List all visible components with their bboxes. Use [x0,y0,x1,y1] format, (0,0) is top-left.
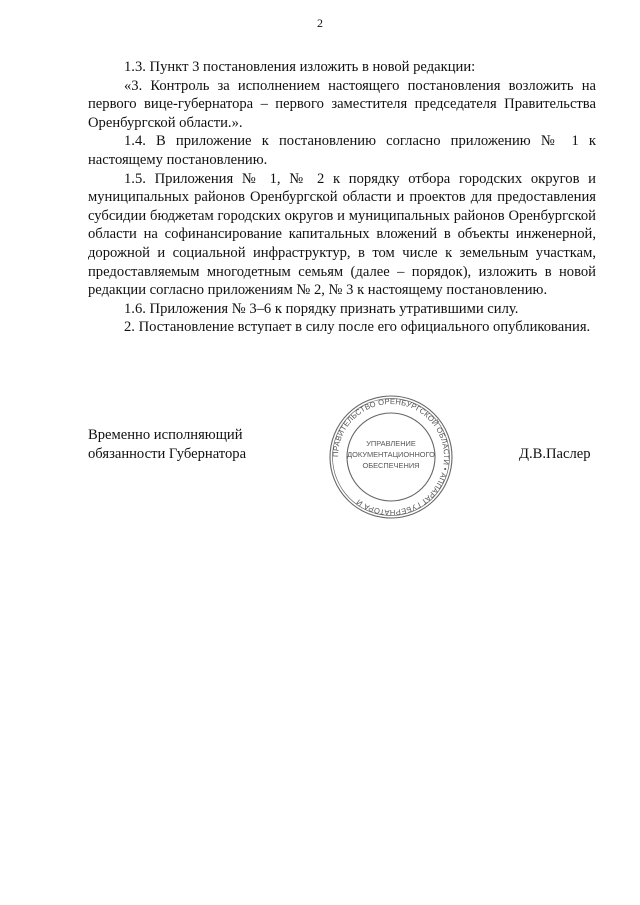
page-number: 2 [317,16,323,30]
signer-name: Д.В.Паслер [519,446,591,462]
paragraph-2: 2. Постановление вступает в силу после его официального опубликования. [124,319,591,336]
official-seal [328,394,454,520]
paragraph-1-5: 1.5. Приложения № 1, № 2 к порядку отбора городских округов и муниципальных районов Оренбургской области и проектов для предоставления субсидии бюджетам городских округов и муниципальных районов Оренбургской области на софинансирование капитальных вложений в объекты инженерной, дорожной и социальной инфраструктур, в том числе к земельным участкам, предоставляемым многодетным семьям (далее – порядок), изложить в новой редакции согласно приложениям № 2, № 3 к настоящему постановлению. [88,170,596,299]
signer-position-line-1: Временно исполняющий [88,427,243,443]
signer-position-line-2: обязанности Губернатора [88,445,247,462]
seal-center-line-1: УПРАВЛЕНИЕ [366,439,416,448]
paragraph-1-3: 1.3. Пункт 3 постановления изложить в новой редакции: [124,59,476,75]
seal-ring-text: ПРАВИТЕЛЬСТВО ОРЕНБУРГСКОЙ ОБЛАСТИ • АППАРАТ ГУБЕРНАТОРА И [330,396,452,518]
paragraph-1-4: 1.4. В приложение к постановлению согласно приложению № 1 к настоящему постановлению. [88,133,596,168]
paragraph-quote-3: «3. Контроль за исполнением настоящего постановления возложить на первого вице-губернатора – первого заместителя председателя Правительства Оренбургской области.». [88,77,596,131]
seal-center-line-3: ОБЕСПЕЧЕНИЯ [362,461,420,470]
seal-center-line-2: ДОКУМЕНТАЦИОННОГО [347,450,435,459]
signer-position [88,426,246,463]
paragraph-1-6: 1.6. Приложения № 3–6 к порядку признать утратившими силу. [124,300,519,317]
document-body [88,58,596,337]
